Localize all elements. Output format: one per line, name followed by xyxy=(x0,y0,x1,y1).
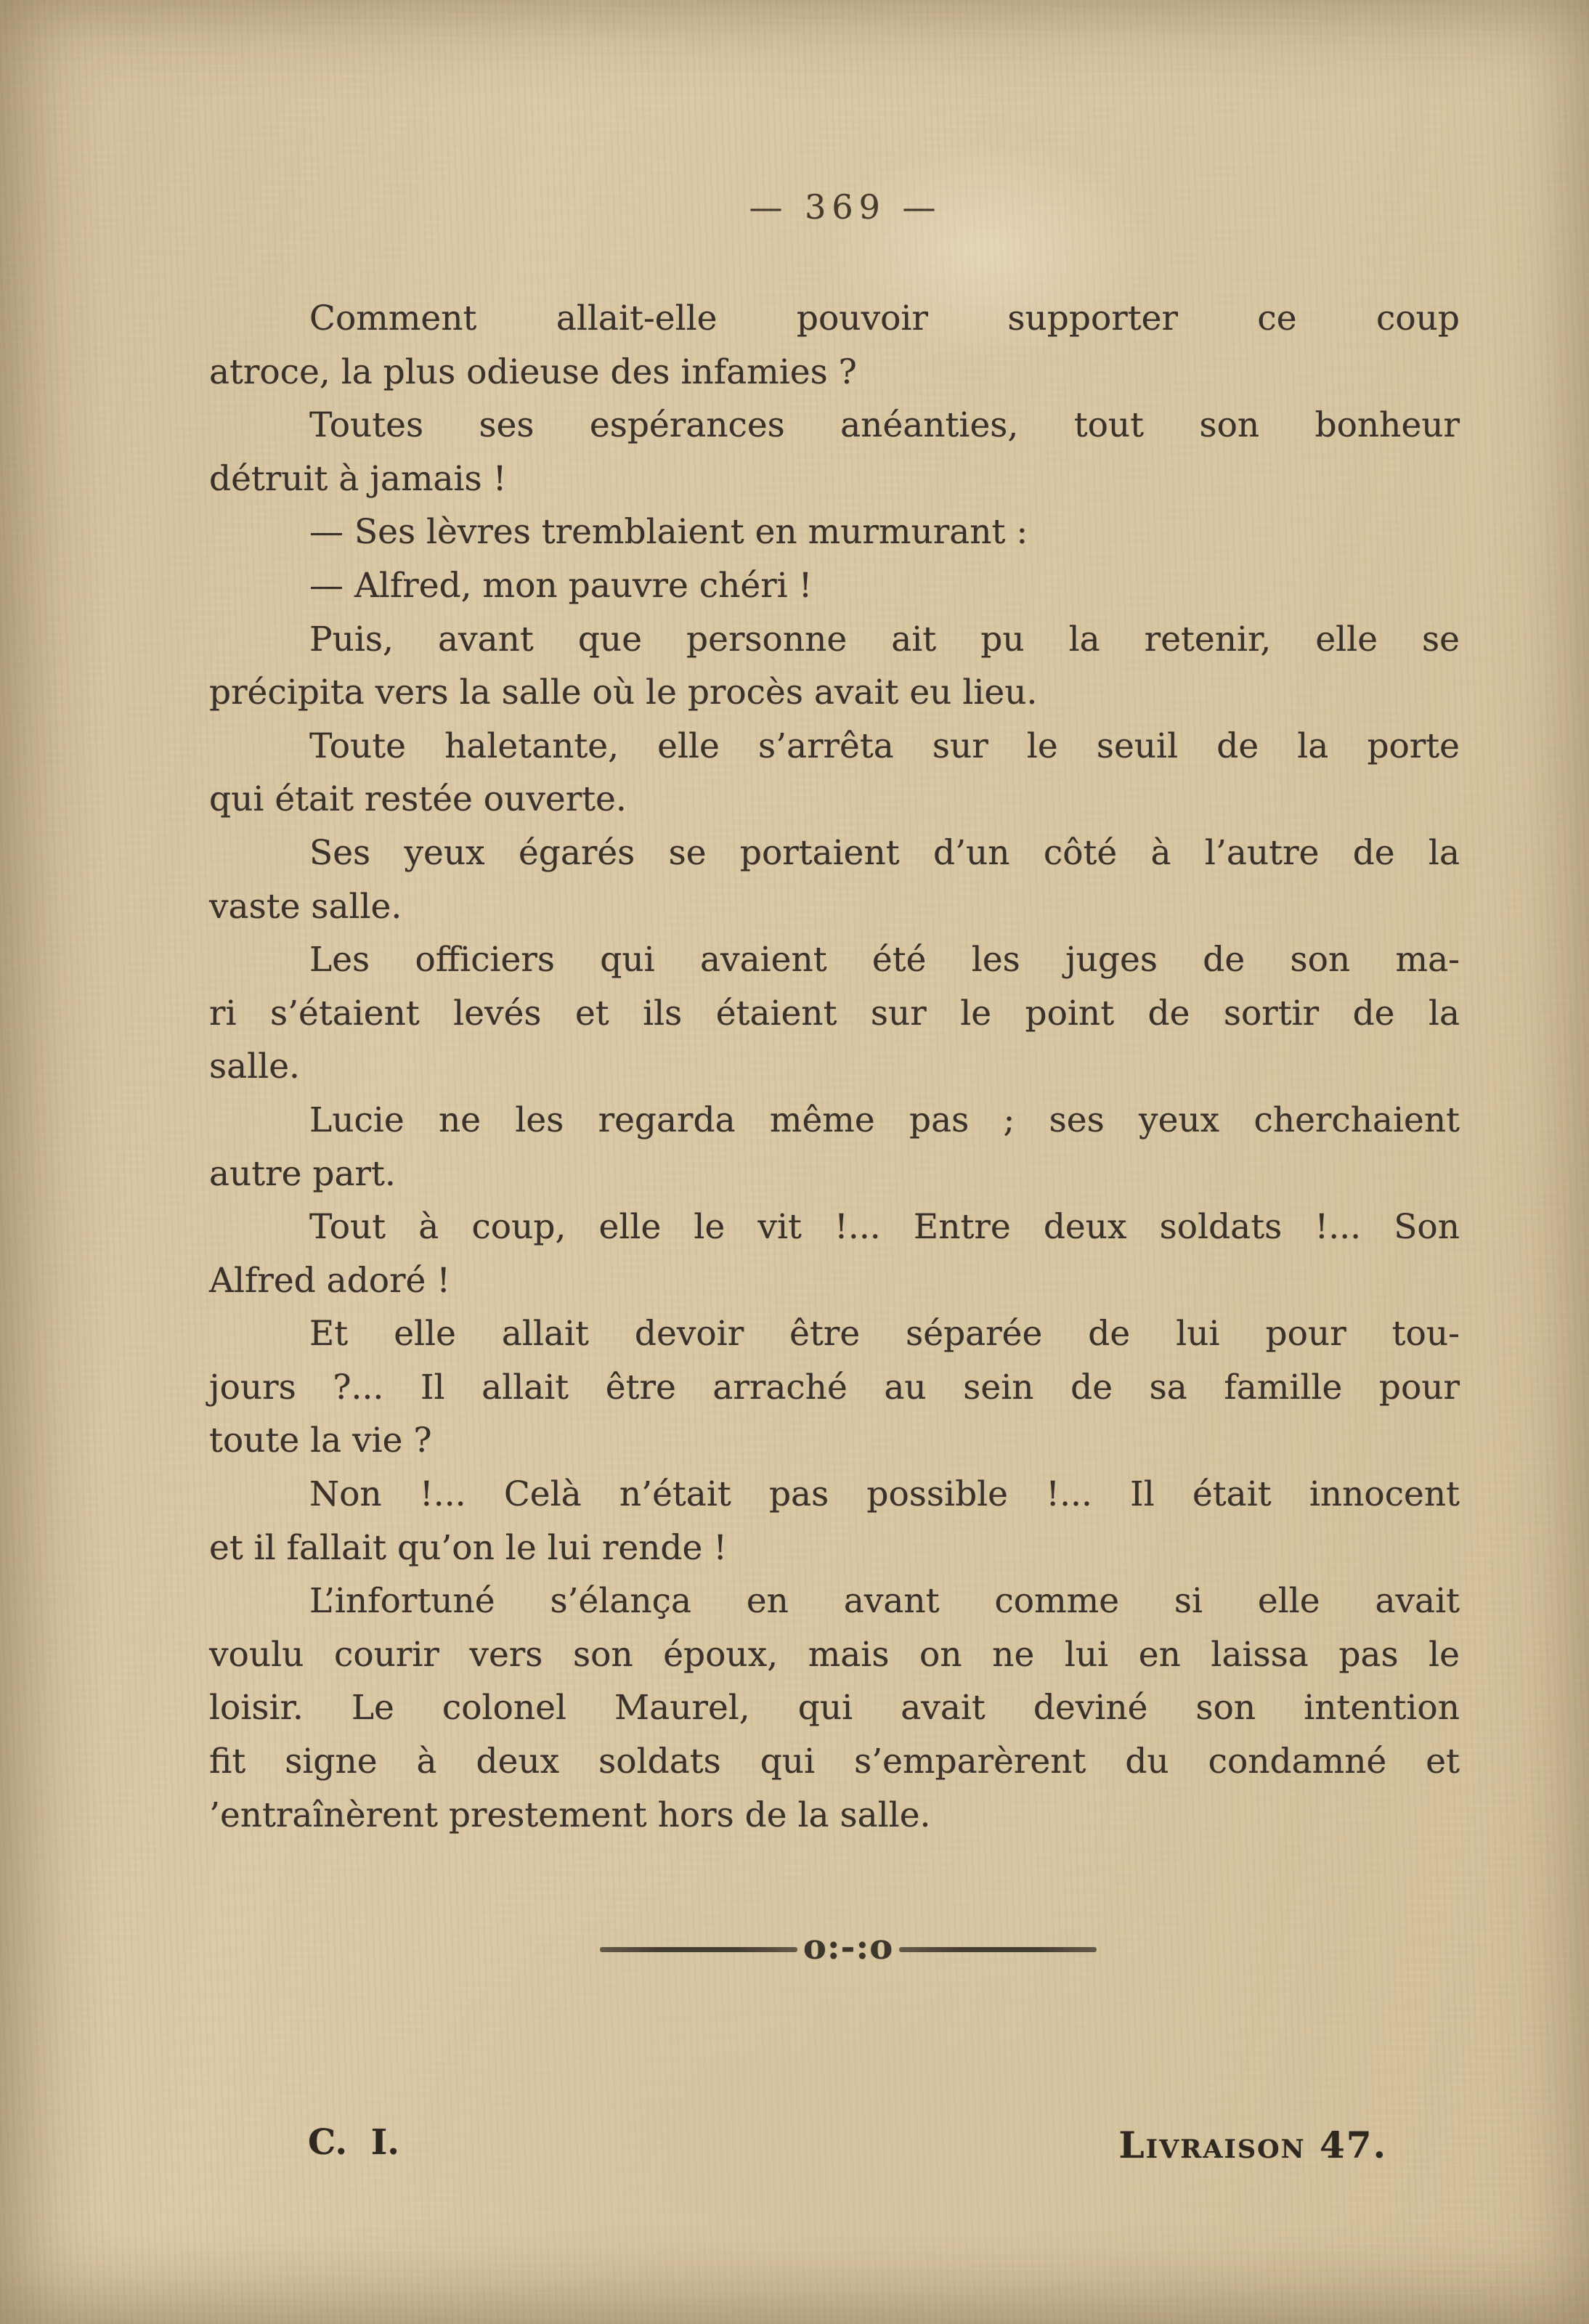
text-line: ri s’étaient levés et ils étaient sur le point de sortir de la xyxy=(209,993,1460,1033)
text-line: Puis, avant que personne ait pu la retenir, elle se xyxy=(309,619,1460,659)
text-line: vaste salle. xyxy=(209,886,402,927)
text-line: — Alfred, mon pauvre chéri ! xyxy=(309,565,813,606)
text-line: précipita vers la salle où le procès avait eu lieu. xyxy=(209,673,1038,713)
text-line: jours ?... Il allait être arraché au sein de sa famille pour xyxy=(209,1367,1460,1407)
page-number: — 369 — xyxy=(749,187,942,227)
paragraph xyxy=(209,1307,1460,1468)
text-line: toute la vie ? xyxy=(209,1421,432,1461)
text-line: ’entraînèrent prestement hors de la salle. xyxy=(209,1795,931,1835)
text-line: loisir. Le colonel Maurel, qui avait deviné son intention xyxy=(209,1688,1460,1728)
text-line: qui était restée ouverte. xyxy=(209,779,627,820)
paragraph xyxy=(209,933,1460,1094)
text-line: voulu courir vers son époux, mais on ne lui en laissa pas le xyxy=(209,1634,1460,1675)
text-line: — Ses lèvres tremblaient en murmurant : xyxy=(309,512,1028,553)
paragraph xyxy=(209,1094,1460,1200)
text-line: Ses yeux égarés se portaient d’un côté à l’autre de la xyxy=(309,832,1460,873)
text-line: Les officiers qui avaient été les juges de son ma- xyxy=(309,940,1460,980)
paragraph xyxy=(209,826,1460,933)
text-line: L’infortuné s’élança en avant comme si elle avait xyxy=(309,1581,1460,1622)
text-line: fit signe à deux soldats qui s’emparèrent du condamné et xyxy=(209,1742,1460,1782)
text-line: Non !... Celà n’était pas possible !... Il était innocent xyxy=(309,1474,1460,1515)
paragraph xyxy=(209,720,1460,826)
paragraph xyxy=(209,399,1460,505)
text-line: Tout à coup, elle le vit !... Entre deux soldats !... Son xyxy=(309,1207,1460,1248)
text-line: salle. xyxy=(209,1047,300,1087)
paragraph xyxy=(209,559,1460,613)
text-line: Comment allait-elle pouvoir supporter ce coup xyxy=(309,298,1460,338)
paragraph xyxy=(209,292,1460,399)
divider-rule-right xyxy=(899,1947,1097,1952)
divider-ornament: o:-:o xyxy=(802,1927,894,1967)
livraison-label: Livraison 47. xyxy=(1118,2124,1387,2166)
text-line: autre part. xyxy=(209,1153,396,1194)
section-divider xyxy=(600,1926,1097,1972)
text-line: Et elle allait devoir être séparée de lui pour tou- xyxy=(309,1314,1460,1354)
paragraph xyxy=(209,1575,1460,1842)
paragraph xyxy=(209,1468,1460,1575)
paragraph xyxy=(209,505,1460,559)
text-block xyxy=(209,292,1460,1842)
text-line: atroce, la plus odieuse des infamies ? xyxy=(209,352,857,392)
text-line: Toute haletante, elle s’arrêta sur le seuil de la porte xyxy=(309,726,1460,766)
text-line: détruit à jamais ! xyxy=(209,458,507,499)
text-line: Lucie ne les regarda même pas ; ses yeux cherchaient xyxy=(309,1100,1460,1140)
paragraph xyxy=(209,613,1460,720)
signature-mark: C. I. xyxy=(308,2122,399,2163)
text-line: et il fallait qu’on le lui rende ! xyxy=(209,1527,728,1568)
divider-rule-left xyxy=(600,1947,797,1952)
text-line: Toutes ses espérances anéanties, tout son bonheur xyxy=(309,405,1460,446)
text-line: Alfred adoré ! xyxy=(209,1260,451,1301)
paragraph xyxy=(209,1200,1460,1307)
